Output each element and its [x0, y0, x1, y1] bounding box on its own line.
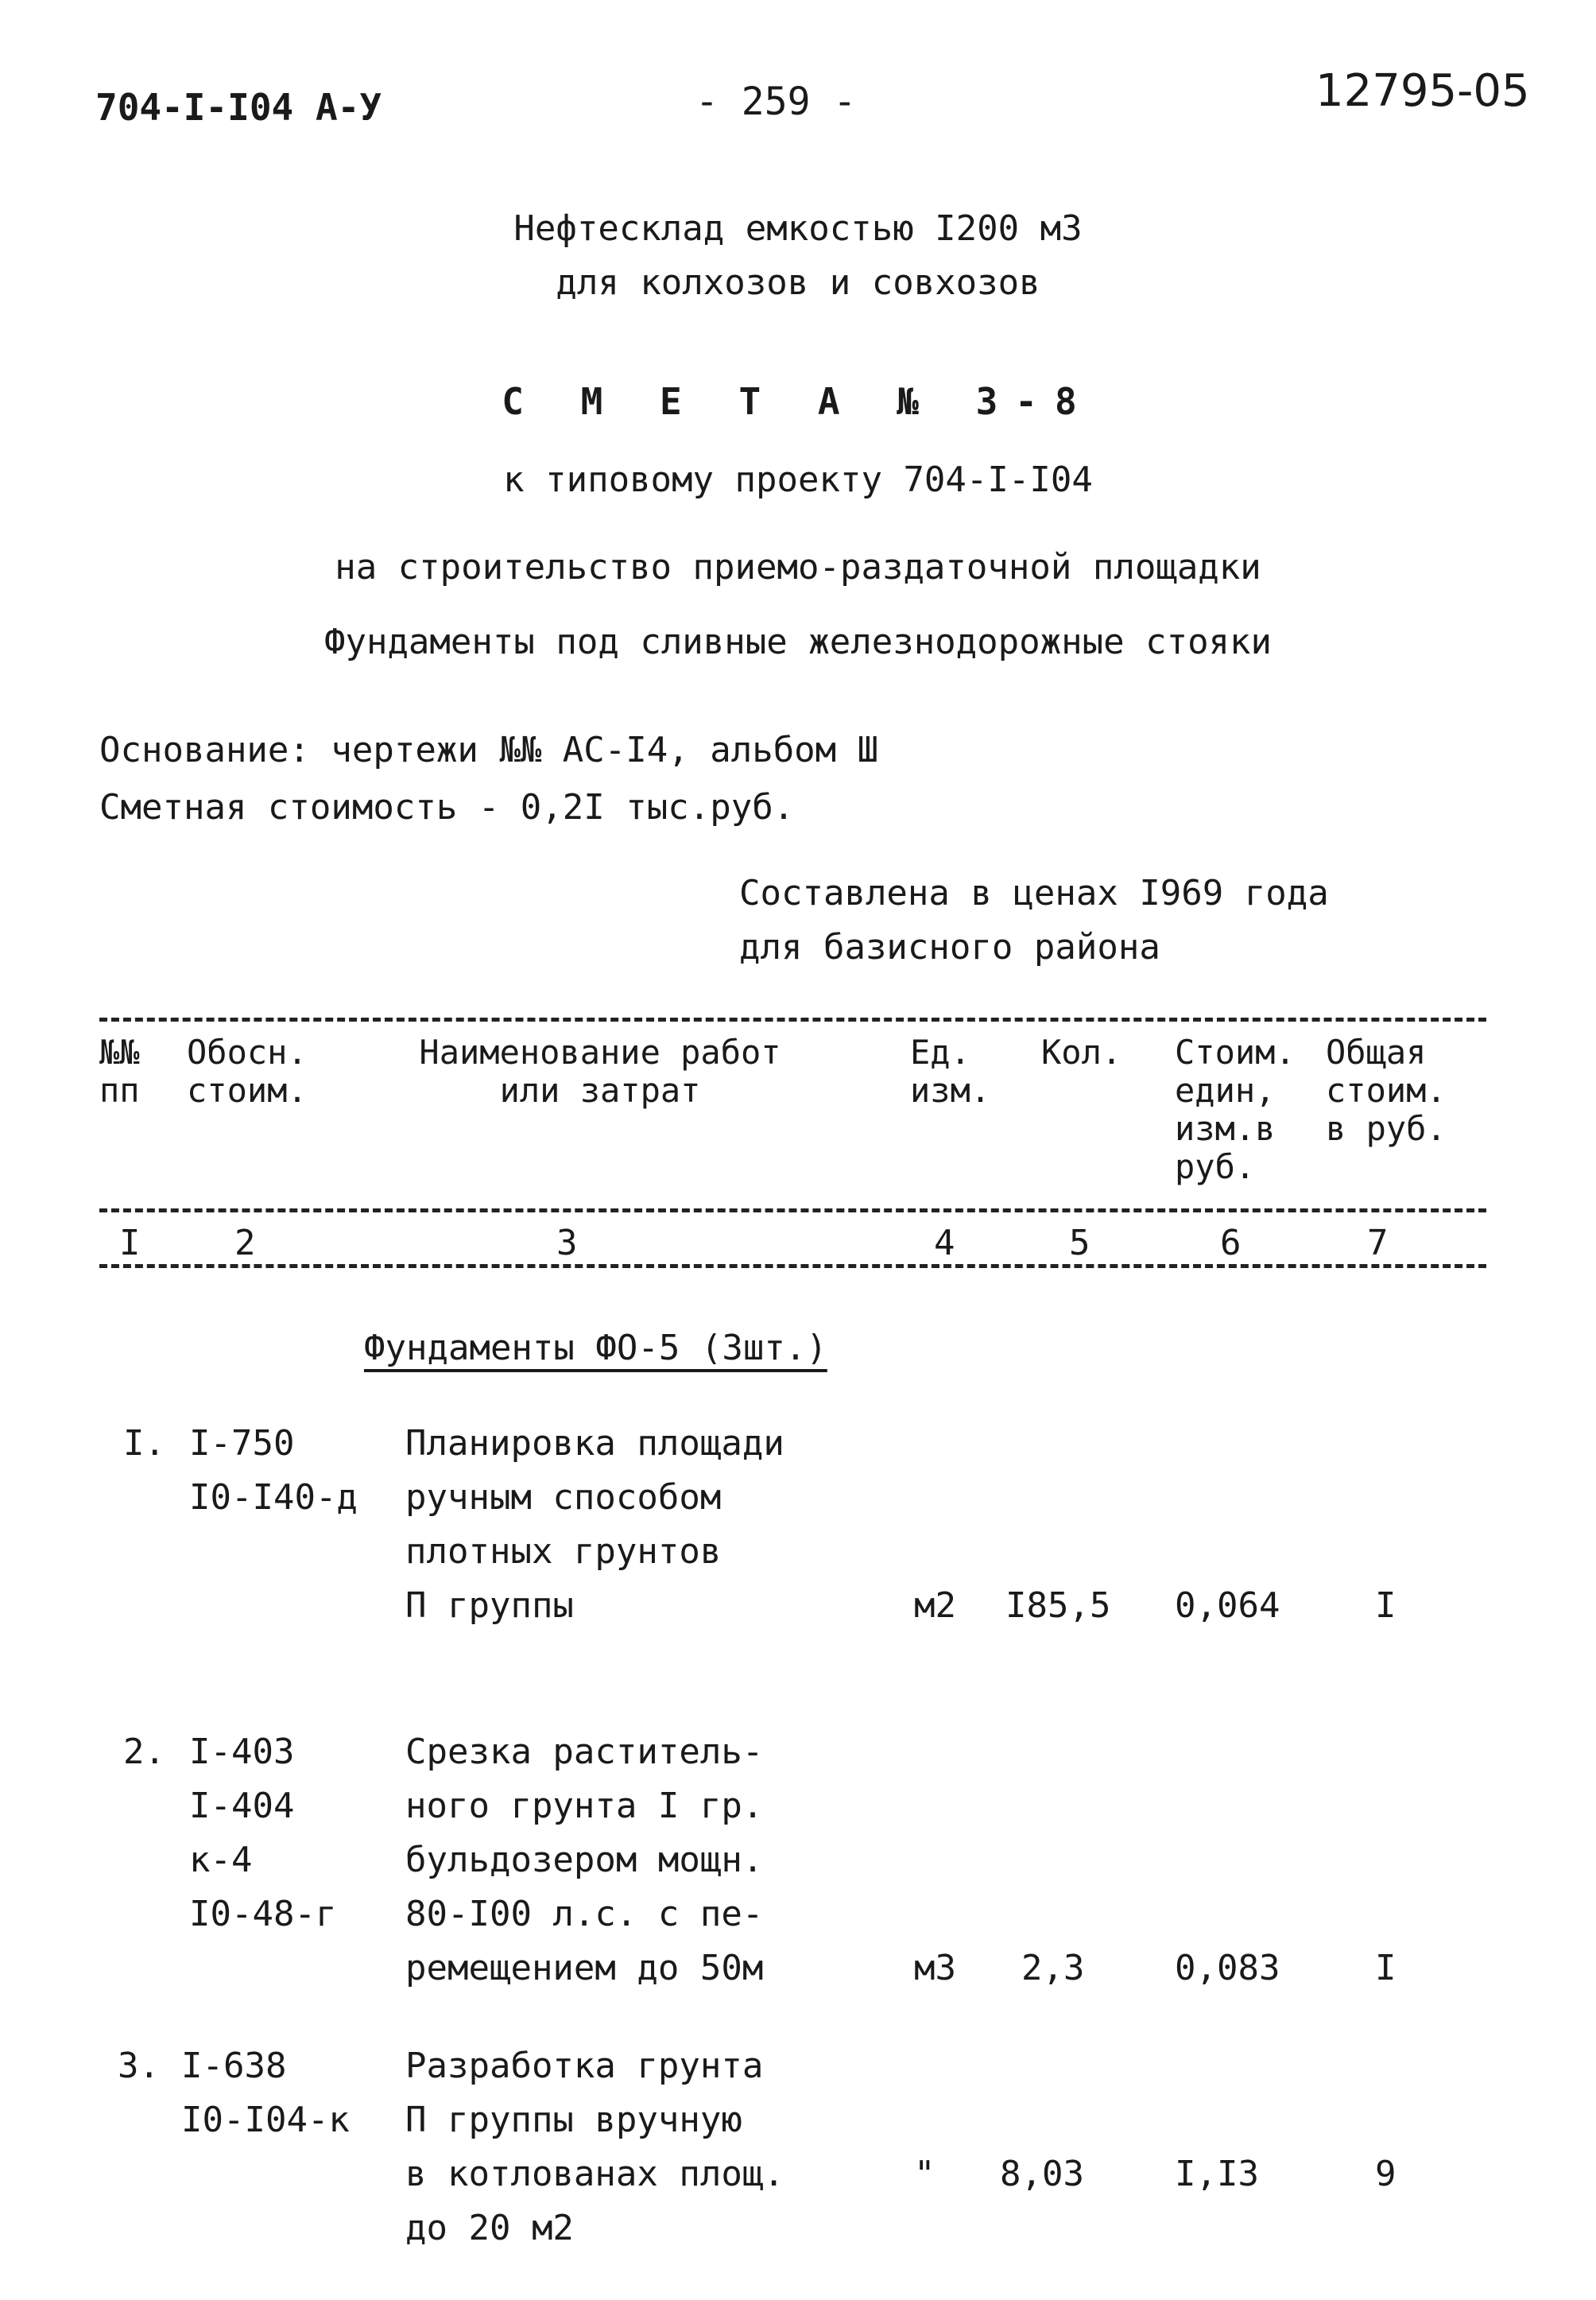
prices-note-line2: для базисного района: [739, 927, 1160, 968]
row-unit: ": [914, 2154, 936, 2194]
col-number-7: 7: [1367, 1223, 1389, 1263]
row-unit-price: I,I3: [1175, 2154, 1259, 2194]
section-title: Фундаменты ФО-5 (3шт.): [364, 1328, 827, 1368]
col-number-3: 3: [556, 1223, 578, 1263]
title-line2: для колхозов и совхозов: [556, 262, 1040, 303]
row-number: 3.: [118, 2046, 160, 2086]
page-number: - 259 -: [695, 80, 857, 124]
col-header-2: Обосн. стоим.: [187, 1033, 308, 1110]
col-header-6: Стоим. един, изм.в руб.: [1175, 1033, 1296, 1186]
row-unit-price: 0,064: [1175, 1585, 1280, 1626]
row-quantity: I85,5: [1005, 1585, 1111, 1626]
col-header-7: Общая стоим. в руб.: [1326, 1033, 1447, 1148]
row-total: I: [1375, 1948, 1396, 1988]
header-bottom-rule: [99, 1264, 1486, 1268]
basis-line1: Основание: чертежи №№ АС-I4, альбом Ш: [99, 730, 879, 770]
col-number-6: 6: [1220, 1223, 1242, 1263]
row-total: 9: [1375, 2154, 1396, 2194]
row-basis: I-750 I0-I40-д: [189, 1423, 358, 1518]
col-number-1: I: [119, 1223, 141, 1263]
row-name: Срезка раститель- ного грунта I гр. бульдозером мощн. 80-I00 л.с. с пе- ремещением до 50м: [405, 1732, 764, 1988]
row-number: I.: [123, 1423, 165, 1464]
row-quantity: 8,03: [1000, 2154, 1084, 2194]
row-name: Разработка грунта П группы вручную в котлованах площ. до 20 м2: [405, 2046, 784, 2248]
table-top-rule: [99, 1018, 1486, 1022]
prices-note-line1: Составлена в ценах I969 года: [739, 873, 1329, 913]
row-unit-price: 0,083: [1175, 1948, 1280, 1988]
row-basis: I-638 I0-I04-к: [181, 2046, 350, 2140]
row-unit: м3: [914, 1948, 956, 1988]
col-number-5: 5: [1069, 1223, 1090, 1263]
col-header-5: Кол.: [1041, 1033, 1122, 1072]
row-basis: I-403 I-404 к-4 I0-48-г: [189, 1732, 337, 1934]
col-header-4: Ед. изм.: [910, 1033, 991, 1110]
row-name: Планировка площади ручным способом плотных грунтов П группы: [405, 1423, 784, 1626]
row-unit: м2: [914, 1585, 956, 1626]
project-line: к типовому проекту 704-I-I04: [503, 460, 1093, 500]
col-header-1: №№ пп: [99, 1033, 140, 1110]
col-number-4: 4: [934, 1223, 955, 1263]
subject-line: Фундаменты под сливные железнодорожные стояки: [323, 622, 1273, 662]
document-code: 704-I-I04 А-У: [95, 86, 382, 129]
handwritten-stamp: 12795-05: [1315, 65, 1530, 117]
purpose-line: на строительство приемо-раздаточной площадки: [335, 547, 1261, 588]
row-total: I: [1375, 1585, 1396, 1626]
col-number-2: 2: [234, 1223, 256, 1263]
title-line1: Нефтесклад емкостью I200 м3: [513, 208, 1083, 249]
estimate-title: С М Е Т А № 3-8: [502, 380, 1094, 423]
row-number: 2.: [123, 1732, 165, 1772]
basis-line2: Сметная стоимость - 0,2I тыс.руб.: [99, 787, 795, 828]
header-mid-rule: [99, 1208, 1486, 1212]
row-quantity: 2,3: [1021, 1948, 1085, 1988]
col-header-3: Наименование работ или затрат: [419, 1033, 781, 1110]
